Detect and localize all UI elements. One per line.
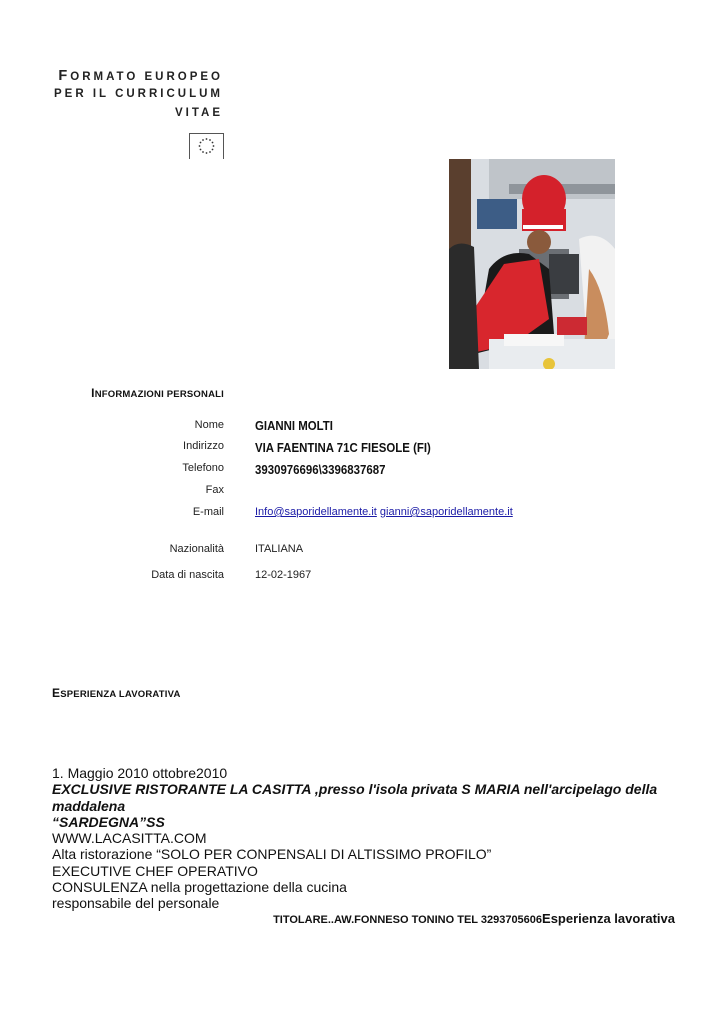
experience-period: 1. Maggio 2010 ottobre2010 <box>52 765 228 781</box>
experience-employer-line3: “SARDEGNA”SS <box>52 813 165 830</box>
birth-date-value: 12-02-1967 <box>255 569 312 581</box>
address-label: Indirizzo <box>183 440 224 452</box>
experience-desc-1: Alta ristorazione “SOLO PER CONPENSALI DI ALTISSIMO PROFILO” <box>52 846 492 863</box>
eu-flag-stars-icon <box>189 133 224 159</box>
fax-label: Fax <box>205 484 224 496</box>
nationality-label: Nazionalità <box>169 543 224 555</box>
cv-format-title-line2: PER IL CURRICULUM <box>54 88 223 100</box>
section-personal-info: INFORMAZIONI PERSONALI <box>91 386 224 400</box>
experience-entry <box>52 765 657 912</box>
chef-photo <box>449 159 615 369</box>
nationality-value: ITALIANA <box>255 543 304 555</box>
experience-website: WWW.LACASITTA.COM <box>52 830 207 847</box>
birth-date-label: Data di nascita <box>151 569 224 581</box>
experience-reference <box>273 910 675 928</box>
reference-heading: Esperienza lavorativa <box>542 911 675 926</box>
experience-employer-line2: maddalena <box>52 797 126 814</box>
cv-format-title-line3: VITAE <box>174 107 223 119</box>
email-link-1[interactable]: Info@saporidellamente.it <box>255 506 377 518</box>
experience-desc-2: EXECUTIVE CHEF OPERATIVO <box>52 862 258 879</box>
email-values <box>255 506 513 518</box>
experience-employer-line1: EXCLUSIVE RISTORANTE LA CASITTA ,presso l'isola privata S MARIA nell'arcipelago della <box>52 781 658 798</box>
address-value: VIA FAENTINA 71C FIESOLE (FI) <box>255 440 431 455</box>
section-work-experience: ESPERIENZA LAVORATIVA <box>52 686 181 700</box>
phone-label: Telefono <box>182 462 224 474</box>
reference-contact: TITOLARE..AW.FONNESO TONINO TEL 3293705606 <box>273 914 543 926</box>
email-link-2[interactable]: gianni@saporidellamente.it <box>379 506 513 518</box>
phone-value: 3930976696\3396837687 <box>255 462 386 477</box>
experience-desc-3: CONSULENZA nella progettazione della cucina <box>52 879 347 896</box>
name-value: GIANNI MOLTI <box>255 418 333 433</box>
experience-desc-4: responsabile del personale <box>52 895 220 912</box>
cv-format-title-line1: FORMATO EUROPEO <box>58 68 223 84</box>
email-label: E-mail <box>192 506 224 518</box>
name-label: Nome <box>194 419 224 431</box>
